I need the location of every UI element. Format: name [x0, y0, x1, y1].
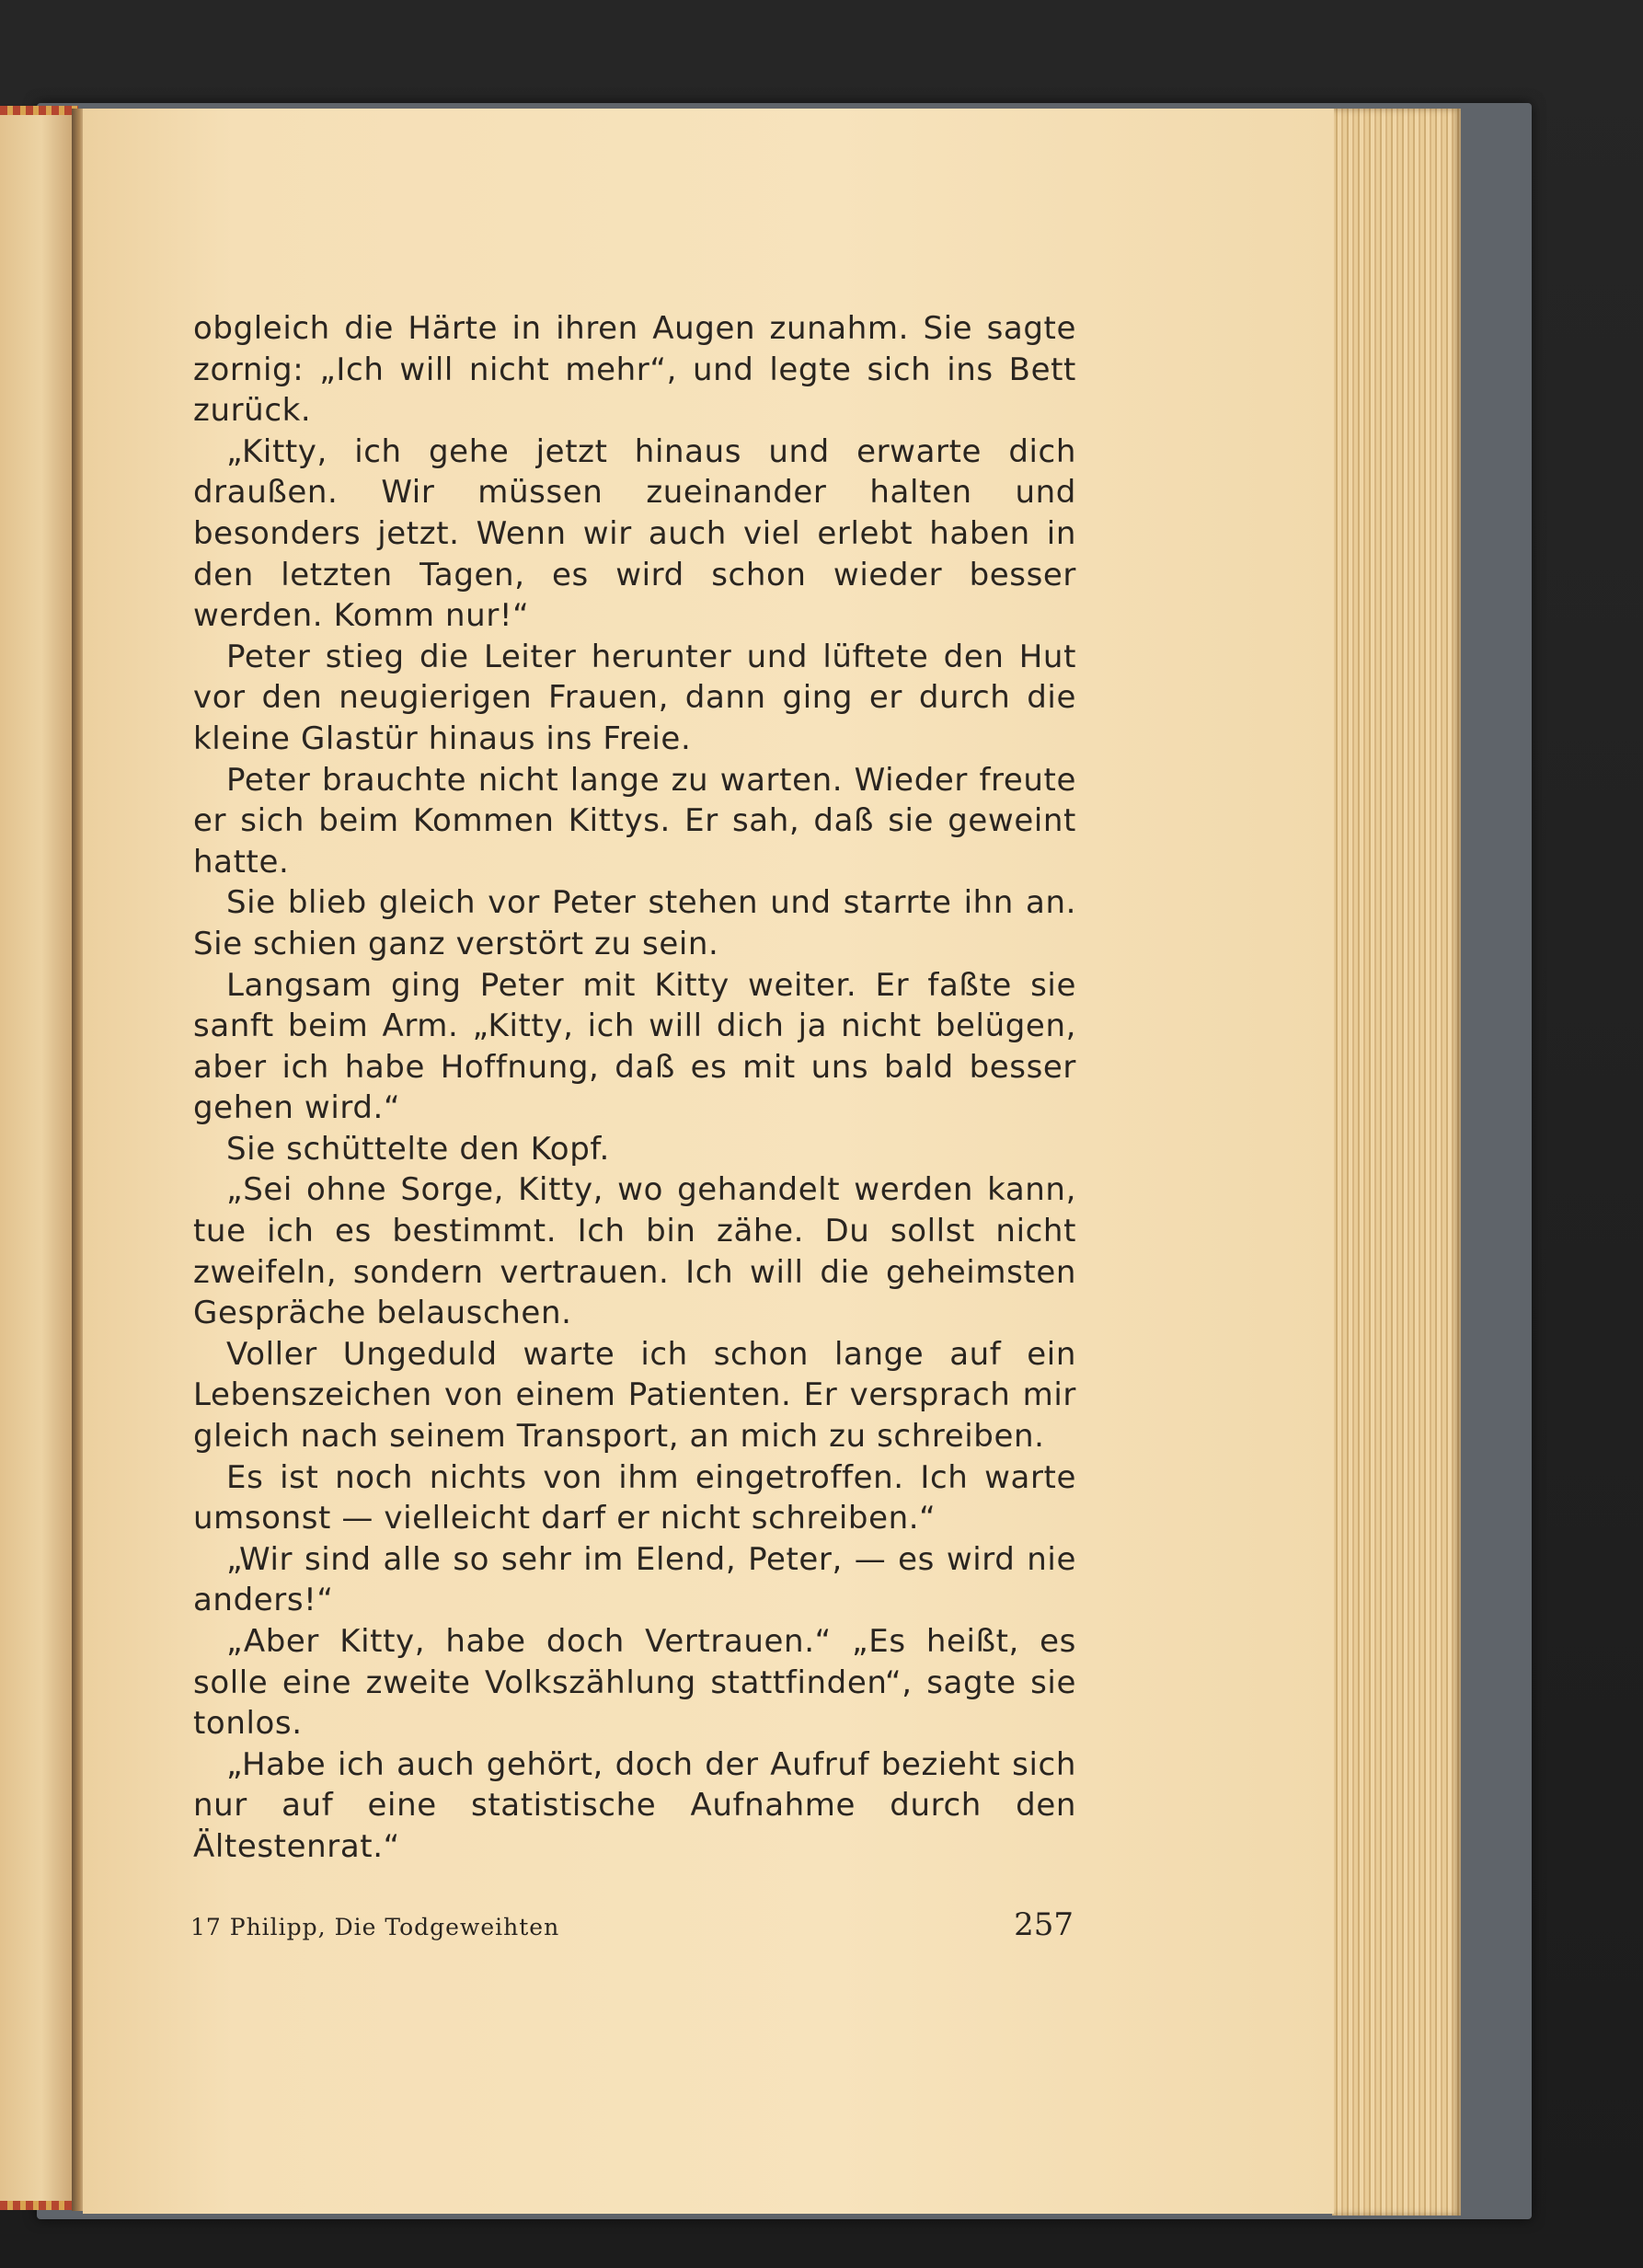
paragraph: Peter brauchte nicht lange zu warten. Wieder freute er sich beim Kommen Kittys. Er sah, daß sie geweint hatte.: [193, 761, 1076, 881]
paragraph: Voller Ungeduld warte ich schon lange auf ein Lebenszeichen von einem Patienten. Er versprach mir gleich nach seinem Transport, an mich zu schreiben.: [193, 1335, 1076, 1456]
body-text: [193, 308, 1076, 1868]
paragraph: „Wir sind alle so sehr im Elend, Peter, — es wird nie anders!“: [193, 1540, 1076, 1619]
page-footer: [190, 1906, 1074, 1952]
paragraph: Langsam ging Peter mit Kitty weiter. Er faßte sie sanft beim Arm. „Kitty, ich will dich ja nicht belügen, aber ich habe Hoffnung, daß es mit uns bald besser gehen wird.“: [193, 966, 1076, 1127]
paragraph: „Sei ohne Sorge, Kitty, wo gehandelt werden kann, tue ich es bestimmt. Ich bin zähe. Du sollst nicht zweifeln, sondern vertrauen. Ich will die geheimsten Gespräche belauschen.: [193, 1171, 1076, 1332]
paragraph: „Kitty, ich gehe jetzt hinaus und erwarte dich draußen. Wir müssen zueinander halten und besonders jetzt. Wenn wir auch viel erlebt haben in den letzten Tagen, es wird schon wieder besser werden. Komm nur!“: [193, 432, 1076, 635]
binding-thread-top: [0, 106, 78, 115]
paragraph: Es ist noch nichts von ihm eingetroffen. Ich warte umsonst — vielleicht darf er nicht schreiben.“: [193, 1458, 1076, 1537]
binding-thread-bottom: [0, 2201, 78, 2210]
left-page-edge: [0, 110, 75, 2208]
page-stack-edge: [1332, 109, 1461, 2216]
paragraph: Sie schüttelte den Kopf.: [226, 1130, 610, 1168]
paragraph: „Aber Kitty, habe doch Vertrauen.“ „Es heißt, es solle eine zweite Volkszählung stattfinden“, sagte sie tonlos.: [193, 1623, 1076, 1743]
paragraph: obgleich die Härte in ihren Augen zunahm. Sie sagte zornig: „Ich will nicht mehr“, und legte sich ins Bett zurück.: [193, 310, 1076, 430]
page-number: 257: [1014, 1906, 1074, 1943]
printer-signature: 17 Philipp, Die Todgeweihten: [190, 1914, 560, 1940]
paragraph: „Habe ich auch gehört, doch der Aufruf bezieht sich nur auf eine statistische Aufnahme durch den Ältestenrat.“: [193, 1745, 1076, 1865]
paragraph: Peter stieg die Leiter herunter und lüftete den Hut vor den neugierigen Frauen, dann ging er durch die kleine Glastür hinaus ins Freie.: [193, 638, 1076, 757]
paragraph: Sie blieb gleich vor Peter stehen und starrte ihn an. Sie schien ganz verstört zu sein.: [193, 884, 1076, 962]
